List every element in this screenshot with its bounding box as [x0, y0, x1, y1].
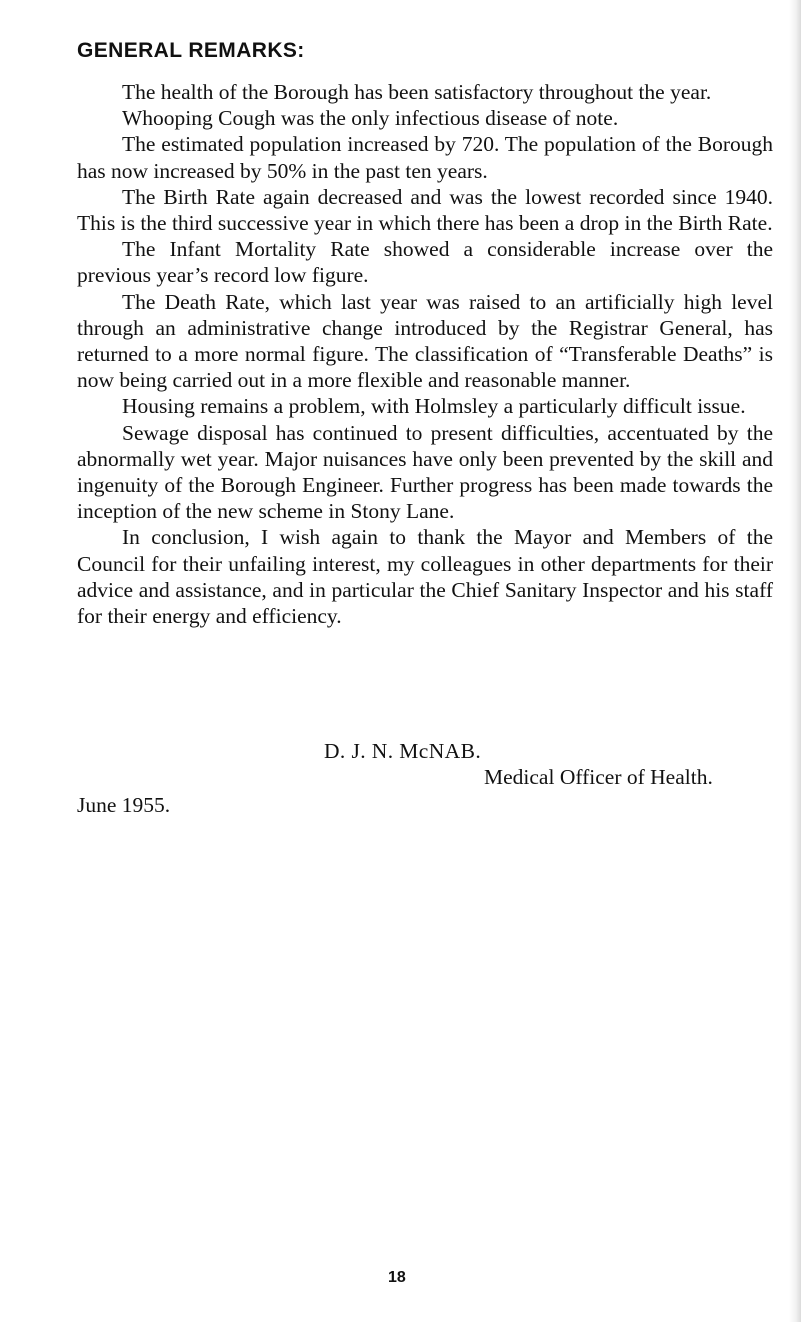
signature-name: D. J. N. McNAB.	[324, 739, 482, 763]
report-date: June 1955.	[77, 793, 171, 817]
paragraph-whooping-cough: Whooping Cough was the only infectious disease of note.	[122, 106, 619, 131]
paragraph-sewage: Sewage disposal has continued to present difficulties, accentuated by the abnormally wet year. Major nuisances have only been prevented by the skill and ingenuity of the Borough Engineer. Further progress has been made towards the inception of the new scheme in Stony Lane.	[77, 420, 773, 524]
section-heading: GENERAL REMARKS:	[77, 39, 305, 62]
paragraph-death-rate: The Death Rate, which last year was raised to an artificially high level through an administrative change introduced by the Registrar General, has returned to a more normal figure. The classification of “Transferable Deaths” is now being carried out in a more flexible and reasonable manner.	[77, 289, 773, 393]
paragraph-housing: Housing remains a problem, with Holmsley a particularly difficult issue.	[122, 394, 746, 419]
paragraph-birth-rate: The Birth Rate again decreased and was the lowest recorded since 1940. This is the third successive year in which there has been a drop in the Birth Rate.	[77, 184, 773, 236]
page-number: 18	[388, 1269, 406, 1286]
paragraph-infant-mortality: The Infant Mortality Rate showed a considerable increase over the previous year’s record low figure.	[77, 237, 773, 288]
signature-title: Medical Officer of Health.	[484, 765, 713, 789]
paragraph-population: The estimated population increased by 720. The population of the Borough has now increased by 50% in the past ten years.	[77, 132, 773, 183]
paragraph-conclusion: In conclusion, I wish again to thank the Mayor and Members of the Council for their unfailing interest, my colleagues in other departments for their advice and assistance, and in particular the Chief Sanitary Inspector and his staff for their energy and efficiency.	[77, 525, 773, 629]
report-body	[77, 79, 773, 629]
page-edge-shadow	[789, 0, 801, 1322]
paragraph-health: The health of the Borough has been satisfactory throughout the year.	[122, 80, 712, 104]
